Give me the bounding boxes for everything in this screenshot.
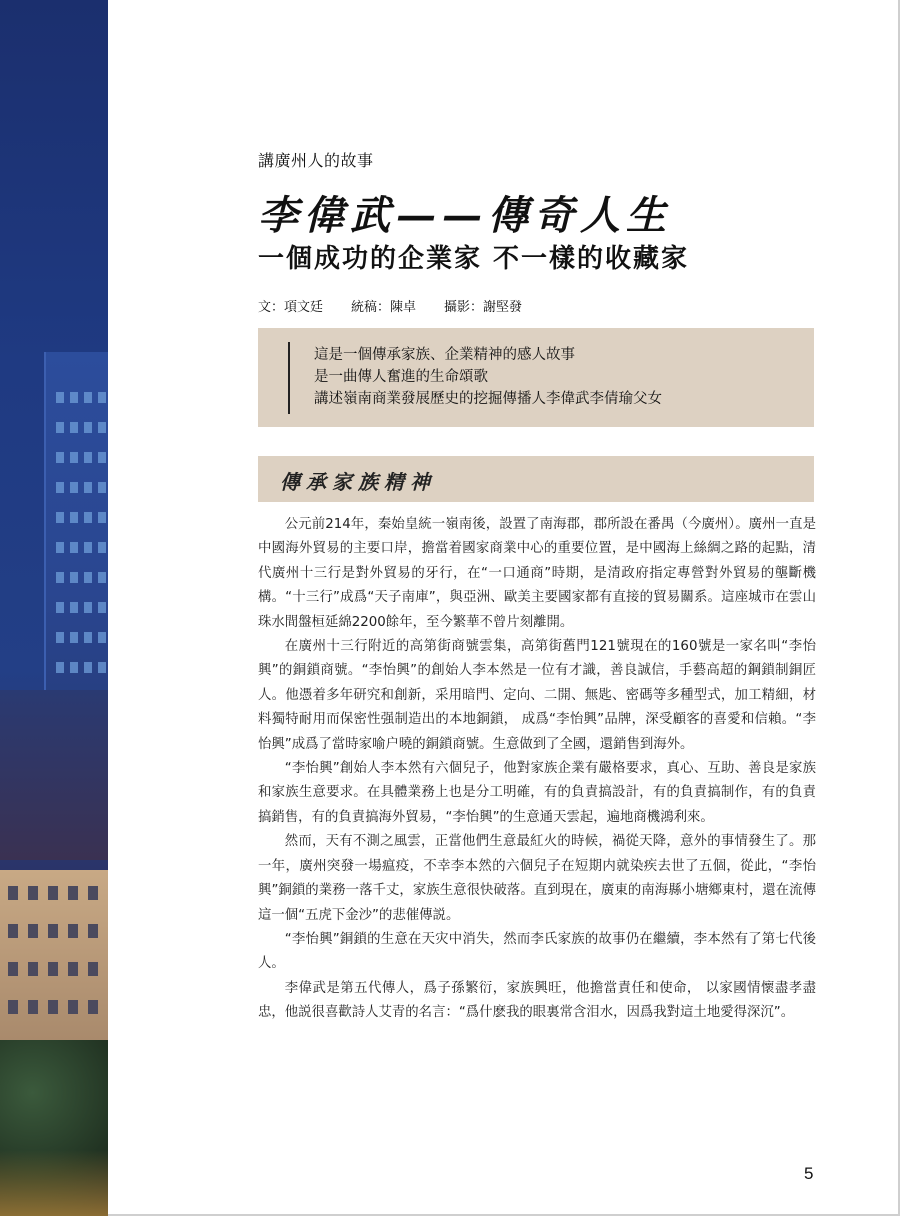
tower-window bbox=[84, 572, 92, 583]
photo-credit: 攝影：謝堅發 bbox=[444, 300, 523, 315]
lowrise-buildings-photo bbox=[0, 690, 108, 860]
tower-window bbox=[84, 422, 92, 433]
arcade-window bbox=[28, 886, 38, 900]
arcade-window bbox=[28, 1000, 38, 1014]
tower-window bbox=[98, 422, 106, 433]
tower-window bbox=[98, 542, 106, 553]
tower-window bbox=[98, 482, 106, 493]
arcade-window bbox=[68, 924, 78, 938]
tower-window bbox=[56, 542, 64, 553]
tower-window bbox=[56, 392, 64, 403]
tower-window bbox=[56, 452, 64, 463]
tower-window bbox=[98, 662, 106, 673]
intro-quote-box bbox=[258, 328, 814, 427]
arcade-window bbox=[68, 886, 78, 900]
arcade-window bbox=[48, 962, 58, 976]
page-number: 5 bbox=[804, 1164, 814, 1183]
tower-window bbox=[70, 512, 78, 523]
tower-window bbox=[70, 572, 78, 583]
arcade-window bbox=[48, 886, 58, 900]
street-lights-photo bbox=[0, 1150, 108, 1216]
arcade-window bbox=[68, 1000, 78, 1014]
tower-window bbox=[84, 392, 92, 403]
tower-window bbox=[56, 512, 64, 523]
arcade-window bbox=[8, 886, 18, 900]
editor-credit: 統稿：陳卓 bbox=[351, 300, 417, 315]
body-paragraph: 然而，天有不測之風雲，正當他們生意最紅火的時候，禍從天降，意外的事情發生了。那一年，廣州突發一場瘟疫，不幸李本然的六個兒子在短期内就染疾去世了五個，從此，“李怡興”銅鎖的業務一落千丈，家族生意很快破落。直到現在，廣東的南海縣小塘鄉東村，還在流傳這一個“五虎下金沙”的悲催傳説。 bbox=[258, 834, 816, 923]
body-paragraph: 公元前214年，秦始皇統一嶺南後，設置了南海郡，郡所設在番禺（今廣州）。廣州一直是中國海外貿易的主要口岸，擔當着國家商業中心的重要位置，是中國海上絲綢之路的起點，清代廣州十三行是對外貿易的牙行，在“一口通商”時期，是清政府指定專營對外貿易的壟斷機構。“十三行”成爲“天子南庫”，與亞洲、歐美主要國家都有直接的貿易關系。這座城市在雲山珠水間盤桓延綿2200餘年，至今繁華不曾片刻離開。 bbox=[258, 517, 816, 630]
article-title: 李偉武——傳奇人生 bbox=[258, 192, 672, 239]
quote-line: 是一曲傳人奮進的生命頌歌 bbox=[314, 369, 488, 385]
tower-window bbox=[98, 452, 106, 463]
tower-window bbox=[70, 602, 78, 613]
tower-window bbox=[56, 662, 64, 673]
tower-window bbox=[98, 572, 106, 583]
arcade-window bbox=[88, 924, 98, 938]
arcade-window bbox=[68, 962, 78, 976]
body-paragraph: 李偉武是第五代傳人，爲子孫繁衍，家族興旺，他擔當責任和使命， 以家國情懷盡孝盡忠，他説很喜歡詩人艾青的名言：“爲什麽我的眼裏常含泪水，因爲我對這土地愛得深沉”。 bbox=[258, 980, 816, 1021]
section-heading-box bbox=[258, 456, 814, 502]
arcade-window bbox=[88, 1000, 98, 1014]
tower-window bbox=[70, 422, 78, 433]
cover-photo-strip bbox=[0, 0, 108, 1216]
arcade-window bbox=[8, 962, 18, 976]
tower-window bbox=[84, 662, 92, 673]
arcade-window bbox=[28, 924, 38, 938]
quote-bar bbox=[288, 342, 290, 414]
credits-line bbox=[258, 296, 522, 315]
tower-window bbox=[84, 452, 92, 463]
tower-window bbox=[70, 392, 78, 403]
arcade-window bbox=[48, 1000, 58, 1014]
tower-window bbox=[98, 632, 106, 643]
arcade-window bbox=[88, 962, 98, 976]
quote-line: 這是一個傳承家族、企業精神的感人故事 bbox=[314, 347, 575, 363]
arcade-building-photo bbox=[0, 870, 108, 1040]
tower-window bbox=[98, 392, 106, 403]
body-paragraph: “李怡興”銅鎖的生意在天灾中消失，然而李氏家族的故事仍在繼續，李本然有了第七代後人。 bbox=[258, 931, 816, 972]
body-paragraph: 在廣州十三行附近的高第街商號雲集，高第街舊門121號現在的160號是一家名叫“李怡興”的銅鎖商號。“李怡興”的創始人李本然是一位有才識，善良誠信，手藝高超的鋼鎖制銅匠人。他憑着多年研究和創新，采用暗門、定向、二開、無匙、密碼等多種型式，加工精細，材料獨特耐用而保密性强制造出的本地銅鎖， 成爲“李怡興”品牌，深受顧客的喜愛和信賴。“李怡興”成爲了當時家喻户曉的銅鎖商號。生意做到了全國，還銷售到海外。 bbox=[258, 639, 816, 752]
arcade-window bbox=[28, 962, 38, 976]
article-body bbox=[258, 513, 816, 1026]
tower-window bbox=[70, 662, 78, 673]
tower-window bbox=[70, 542, 78, 553]
tower-window bbox=[84, 512, 92, 523]
arcade-window bbox=[88, 886, 98, 900]
body-paragraph: “李怡興”創始人李本然有六個兒子，他對家族企業有嚴格要求，真心、互助、善良是家族和家族生意要求。在具體業務上也是分工明確，有的負責搞設計，有的負責搞制作，有的負責搞銷售，有的負責搞海外貿易，“李怡興”的生意通天雲起，遍地商機鴻利來。 bbox=[258, 761, 816, 825]
tower-window bbox=[70, 452, 78, 463]
arcade-window bbox=[8, 924, 18, 938]
tower-window bbox=[56, 482, 64, 493]
tower-window bbox=[56, 632, 64, 643]
tower-window bbox=[98, 602, 106, 613]
tower-window bbox=[56, 602, 64, 613]
series-label: 講廣州人的故事 bbox=[258, 151, 374, 170]
tower-window bbox=[98, 512, 106, 523]
arcade-window bbox=[48, 924, 58, 938]
tower-window bbox=[84, 632, 92, 643]
tower-window bbox=[70, 482, 78, 493]
quote-line: 講述嶺南商業發展歷史的挖掘傳播人李偉武李倩瑜父女 bbox=[314, 391, 662, 407]
quote-lines bbox=[314, 344, 662, 410]
tower-window bbox=[84, 482, 92, 493]
tower-window bbox=[84, 542, 92, 553]
tower-window bbox=[84, 602, 92, 613]
section-heading: 傳承家族精神 bbox=[280, 470, 436, 494]
tower-window bbox=[56, 572, 64, 583]
tower-window bbox=[56, 422, 64, 433]
arcade-window bbox=[8, 1000, 18, 1014]
tower-window bbox=[70, 632, 78, 643]
writer-credit: 文：項文廷 bbox=[258, 300, 324, 315]
article-subtitle: 一個成功的企業家 不一樣的收藏家 bbox=[258, 244, 690, 274]
